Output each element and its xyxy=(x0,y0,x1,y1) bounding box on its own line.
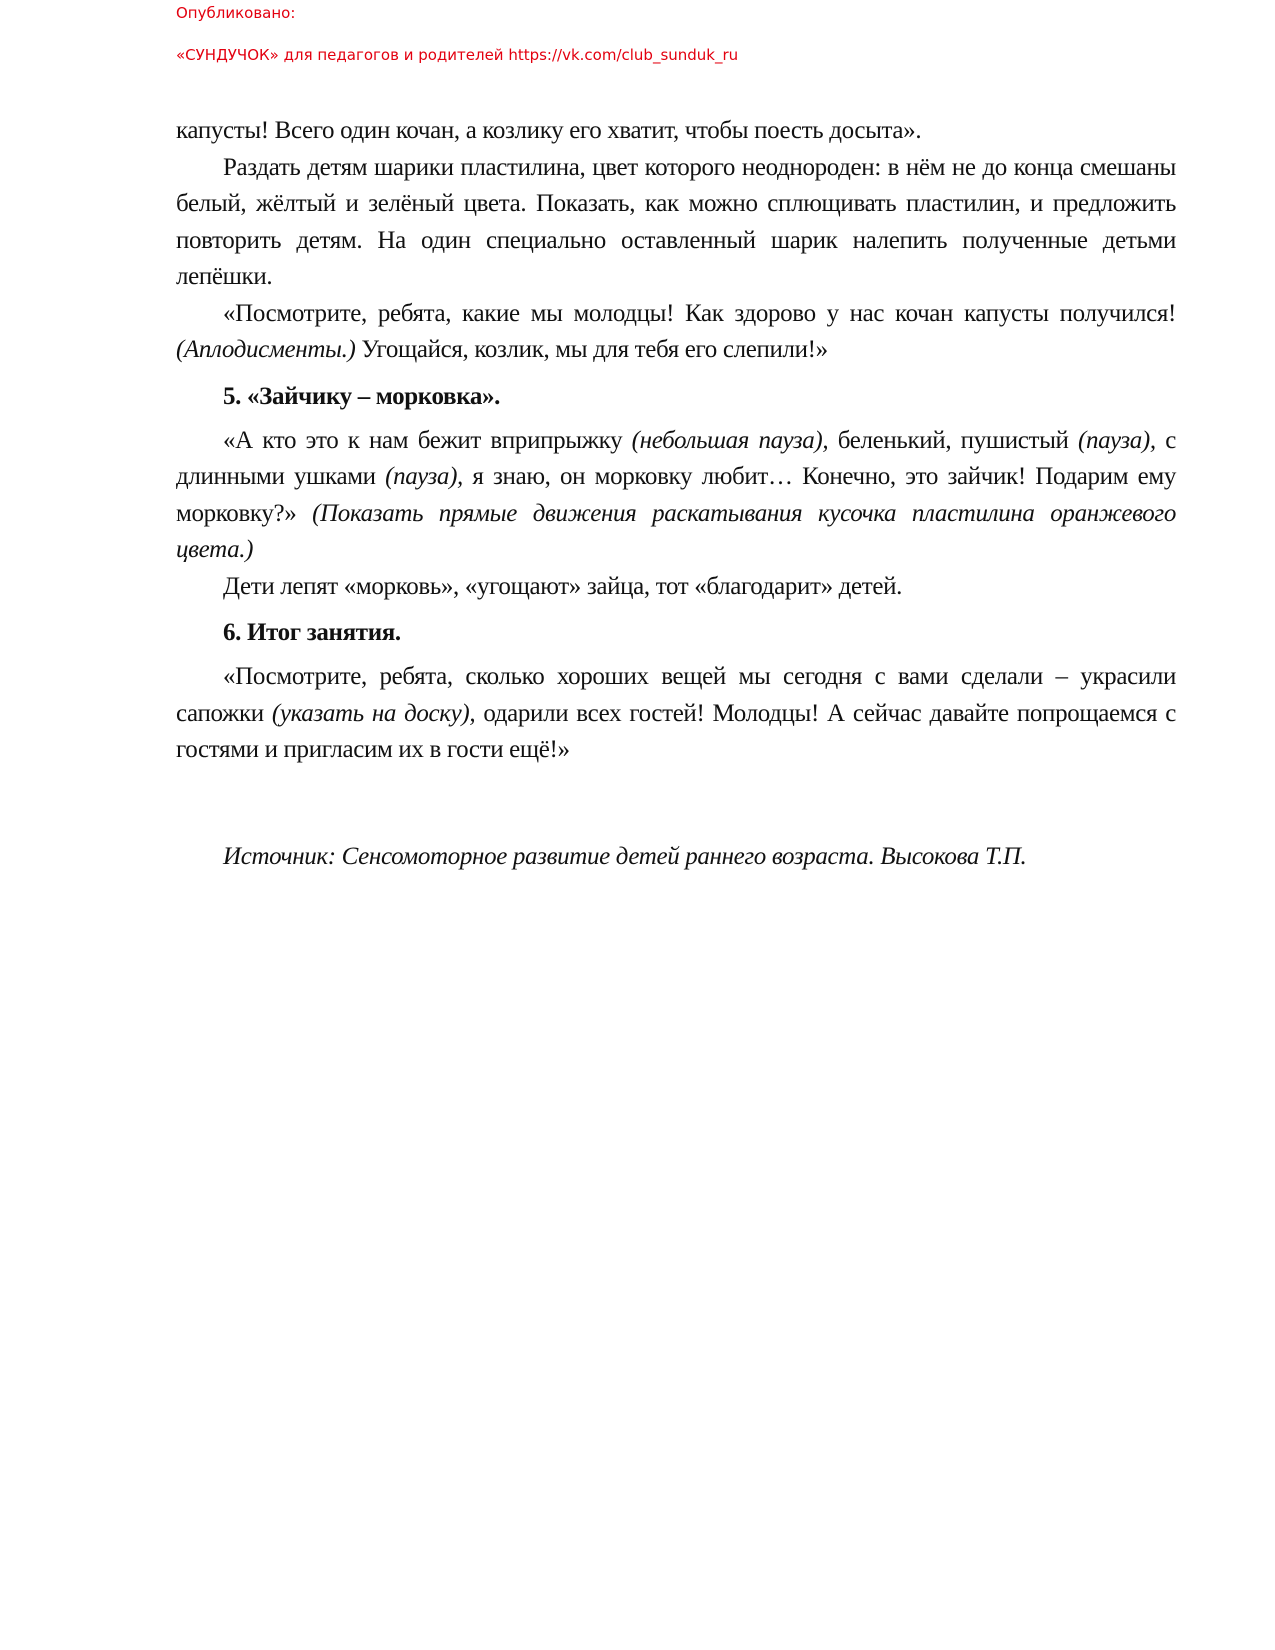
italic-text: (пауза), xyxy=(1078,426,1156,454)
text: «Посмотрите, ребята, какие мы молодцы! Как здорово у нас кочан капусты получился! xyxy=(223,299,1176,327)
italic-text: (Аплодисменты.) xyxy=(176,336,356,363)
document-body xyxy=(176,113,1176,875)
paragraph xyxy=(176,423,1176,569)
source-citation xyxy=(176,839,1176,876)
text: я знаю, он морковку любит… Конечно, это зайчик! Подарим ему морковку?» xyxy=(176,463,1176,527)
italic-text: (небольшая пауза), xyxy=(631,426,829,454)
text: «Посмотрите, ребята, сколько хороших вещей мы сегодня с вами сделали – украсили сапожки xyxy=(176,663,1176,727)
published-label: Опубликовано: xyxy=(176,4,296,22)
italic-text: Источник: Сенсомоторное развитие детей раннего возраста. Высокова Т.П. xyxy=(223,842,1027,870)
italic-text: (Показать прямые движения раскатывания кусочка пластилина оранжевого цвета.) xyxy=(176,499,1176,563)
paragraph xyxy=(176,296,1176,369)
publisher-line: «СУНДУЧОК» для педагогов и родителей https://vk.com/club_sunduk_ru xyxy=(176,46,739,64)
text: Угощайся, козлик, мы для тебя его слепили!» xyxy=(355,336,828,363)
paragraph: Дети лепят «морковь», «угощают» зайца, тот «благодарит» детей. xyxy=(223,572,903,600)
italic-text: (пауза), xyxy=(385,463,463,490)
paragraph: Раздать детям шарики пластилина, цвет которого неоднороден: в нём не до конца смешаны белый, жёлтый и зелёный цвета. Показать, как можно сплющивать пластилин, и предложить повторить детям. На один специально оставленный шарик налепить полученные детьми лепёшки. xyxy=(176,153,1176,290)
text: «А кто это к нам бежит вприпрыжку xyxy=(223,426,632,454)
text: одарили всех гостей! Молодцы! А сейчас давайте попрощаемся с гостями и пригласим их в гости ещё!» xyxy=(176,699,1176,763)
text: с длинными ушками xyxy=(176,426,1176,490)
paragraph: капусты! Всего один кочан, а козлику его хватит, чтобы поесть досыта». xyxy=(176,117,922,144)
italic-text: (указать на доску), xyxy=(271,699,476,727)
section-heading-5: 5. «Зайчику – морковка». xyxy=(223,382,501,410)
section-heading-6: 6. Итог занятия. xyxy=(223,619,401,646)
paragraph xyxy=(176,659,1176,769)
text: беленький, пушистый xyxy=(828,426,1079,454)
